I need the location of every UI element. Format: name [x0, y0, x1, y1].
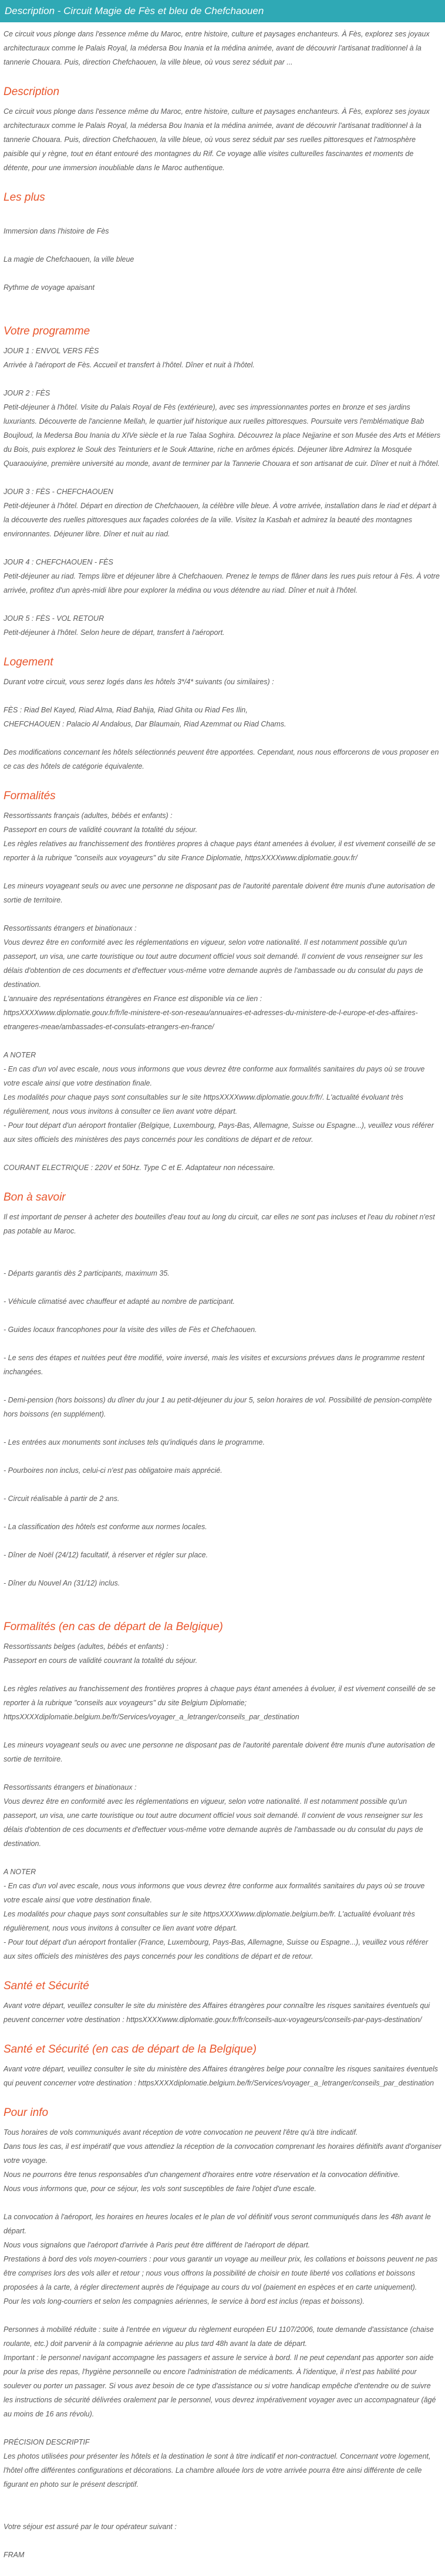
list-item: - Les entrées aux monuments sont incluses tels qu'indiqués dans le programme.	[4, 1438, 265, 1446]
section-heading-programme: Votre programme	[4, 325, 90, 337]
section-accommodation	[4, 655, 441, 773]
paragraph: Durant votre circuit, vous serez logés dans les hôtels 3*/4* suivants (ou similaires) :	[4, 678, 274, 686]
section-formalities-belgium	[4, 1620, 441, 1963]
highlight-item: Immersion dans l'histoire de Fès	[4, 227, 109, 235]
paragraph: Ressortissants étrangers et binationaux : Vous devrez être en conformité avec les réglementations en vigueur, selon votre nationalité. Il est notamment possible qu'un passeport, un visa, une carte touristique ou tout autre document officiel vous soit demandé. Il convient de vous renseigner sur les délais d'obtention de ces documents et d'effectuer vous-même votre demande auprès de l'ambassade ou du consulat du pays de destination. L'annuaire des représentations étrangères en France est disponible via ce lien : httpsXXXXwww.diplomatie.gouv.fr/fr/le-ministere-et-son-reseau/annuaires-et-adresses-du-ministere-de-l-europe-et-des-affaires-etrangeres-meae/ambassades-et-consulats-etrangers-en-france/	[4, 924, 423, 1031]
paragraph: La convocation à l'aéroport, les horaires en heures locales et le plan de vol définitif vous seront communiqués dans les 48h avant le départ. Nous vous signalons que l'aéroport d'arrivée à Paris peut être différent de l'aéroport de départ. Prestations à bord des vols moyen-courriers : pour vous garantir un voyage au meilleur prix, les collations et boissons peuvent ne pas être comprises lors des vols aller et retour ; nous vous offrons la possibilité de choisir en toute liberté vos collations et boissons proposées à la carte, à régler directement auprès de l'équipage au cours du vol (paiement en espèces et en carte uniquement). Pour les vols long-courriers et selon les compagnies aériennes, le service à bord est inclus (repas et boissons).	[4, 2213, 438, 2305]
intro-text: Ce circuit vous plonge dans l'essence même du Maroc, entre histoire, culture et paysages enchanteurs. À Fès, explorez ses joyaux architecturaux comme le Palais Royal, la médersa Bou Inania et la médina animée, avant de découvrir l'artisanat traditionnel à la tannerie Chouara. Puis, direction Chefchaouen, la ville bleue, où vous serez séduit par ...	[4, 30, 430, 66]
list-item: - Véhicule climatisé avec chauffeur et adapté au nombre de participant.	[4, 1297, 235, 1306]
day-text: Petit-déjeuner à l'hôtel. Visite du Palais Royal de Fès (extérieure), avec ses impressionnantes portes en bronze et ses jardins luxuriants. Découverte de l'ancienne Mellah, le quartier juif historique aux ruelles pittoresques. Poursuite vers l'emblématique Bab Boujloud, la Medersa Bou Inania du XIVe siècle et la rue Talaa Soghira. Découvrez la place Nejjarine et son Musée des Arts et Métiers du Bois, puis explorez le Souk des Teinturiers et le Souk Attarine, riche en arômes épicés. Déjeuner libre Admirez la Mosquée Quaraouiyine, première université au monde, avant de terminer par la Tannerie Chouara et son artisanat de cuir. Dîner et nuit à l'hôtel.	[4, 403, 441, 468]
hotel-list: FÈS : Riad Bel Kayed, Riad Alma, Riad Bahija, Riad Ghita ou Riad Fes Ilin, CHEFCHAOUEN : Palacio Al Andalous, Dar Blaumain, Riad Azemmat ou Riad Chams.	[4, 706, 286, 728]
section-heading-description: Description	[4, 86, 60, 98]
day-text: Petit-déjeuner à l'hôtel. Selon heure de départ, transfert à l'aéroport.	[4, 628, 225, 637]
description-text: Ce circuit vous plonge dans l'essence même du Maroc, entre histoire, culture et paysages enchanteurs. À Fès, explorez ses joyaux architecturaux comme le Palais Royal, la médersa Bou Inania et la médina animée, avant de découvrir l'artisanat traditionnel à la tannerie Chouara. Puis, direction Chefchaouen, la ville bleue, où vous serez séduit par ses ruelles pittoresques et l'atmosphère paisible qui y règne, tout en étant entouré des montagnes du Rif. Ce voyage allie visites culturelles fascinantes et moments de détente, pour une immersion inoubliable dans le Maroc authentique.	[4, 107, 430, 172]
paragraph: Les mineurs voyageant seuls ou avec une personne ne disposant pas de l'autorité parentale doivent être munis d'une autorisation de sortie de territoire.	[4, 882, 436, 904]
operator-name: FRAM	[4, 2551, 25, 2559]
paragraph: Ressortissants étrangers et binationaux : Vous devrez être en conformité avec les réglementations en vigueur, selon votre nationalité. Il est notamment possible qu'un passeport, un visa, une carte touristique ou tout autre document officiel vous soit demandé. Il convient de vous renseigner sur les délais d'obtention de ces documents et d'effectuer vous-même votre demande auprès de l'ambassade ou du consulat du pays de destination.	[4, 1783, 423, 1848]
good-to-know-list	[4, 1252, 441, 1604]
day-title: JOUR 3 : FÈS - CHEFCHAOUEN	[4, 488, 113, 496]
operator-label: Votre séjour est assuré par le tour opérateur suivant :	[4, 2523, 177, 2531]
programme-day-4	[4, 555, 441, 597]
paragraph: Ressortissants français (adultes, bébés et enfants) : Passeport en cours de validité couvrant la totalité du séjour. Les règles relatives au franchissement des frontières propres à chaque pays étant amenées à évoluer, il est vivement conseillé de se reporter à la rubrique "conseils aux voyageurs" du site France Diplomatie, httpsXXXXwww.diplomatie.gouv.fr/	[4, 812, 436, 862]
paragraph: Avant votre départ, veuillez consulter le site du ministère des Affaires étrangères belge pour connaître les risques sanitaires éventuels qui peuvent concerner votre destination : httpsXXXXdiplomatie.belgium.be/fr/Services/voyager_a_letranger/conseils_par_destination	[4, 2065, 438, 2087]
section-heading-info: Pour info	[4, 2107, 49, 2119]
section-heading-health-belgium: Santé et Sécurité (en cas de départ de la Belgique)	[4, 2043, 257, 2056]
section-info	[4, 2105, 441, 2576]
page-title: Description - Circuit Magie de Fès et bleu de Chefchaouen	[5, 5, 264, 16]
paragraph: Ressortissants belges (adultes, bébés et enfants) : Passeport en cours de validité couvrant la totalité du séjour.	[4, 1642, 198, 1665]
section-description	[4, 84, 441, 175]
section-highlights	[4, 190, 441, 309]
paragraph: Tous horaires de vols communiqués avant réception de votre convocation ne peuvent l'être qu'à titre indicatif. Dans tous les cas, il est impératif que vous attendiez la réception de la convocation comprenant les horaires définitifs avant d'organiser votre voyage. Nous ne pourrons être tenus responsables d'un changement d'horaires entre votre réservation et la convocation définitive. Nous vous informons que, pour ce séjour, les vols sont susceptibles de faire l'objet d'une escale.	[4, 2128, 441, 2193]
programme-day-2	[4, 386, 441, 471]
list-item: - Pourboires non inclus, celui-ci n'est pas obligatoire mais apprécié.	[4, 1466, 222, 1475]
programme-day-5	[4, 611, 441, 640]
list-item: - Guides locaux francophones pour la visite des villes de Fès et Chefchaouen.	[4, 1326, 257, 1334]
day-text: Petit-déjeuner à l'hôtel. Départ en direction de Chefchaouen, la célèbre ville bleue. À votre arrivée, installation dans le riad et départ à la découverte des ruelles pittoresques aux façades colorées de la ville. Visitez la Kasbah et admirez la beauté des montagnes environnantes. Déjeuner libre. Dîner et nuit au riad.	[4, 502, 437, 538]
section-heading-good-to-know: Bon à savoir	[4, 1191, 66, 1204]
paragraph: Des modifications concernant les hôtels sélectionnés peuvent être apportées. Cependant, nous nous efforcerons de vous proposer en ce cas des hôtels de catégorie équivalente.	[4, 748, 439, 770]
list-item: - Dîner du Nouvel An (31/12) inclus.	[4, 1579, 120, 1587]
highlight-item: La magie de Chefchaouen, la ville bleue	[4, 255, 134, 263]
programme-day-3	[4, 485, 441, 541]
day-text: Petit-déjeuner au riad. Temps libre et déjeuner libre à Chefchaouen. Prenez le temps de flâner dans les rues puis retour à Fès. À votre arrivée, profitez d'un après-midi libre pour explorer la médina ou vous détendre au riad. Dîner et nuit à l'hôtel.	[4, 572, 440, 594]
section-good-to-know	[4, 1190, 441, 1604]
paragraph: Il est important de penser à acheter des bouteilles d'eau tout au long du circuit, car elles ne sont pas incluses et l'eau du robinet n'est pas potable au Maroc.	[4, 1213, 435, 1235]
section-formalities	[4, 789, 441, 1175]
section-heading-formalities-belgium: Formalités (en cas de départ de la Belgique)	[4, 1621, 223, 1633]
page-header	[0, 0, 445, 22]
list-item: - Le sens des étapes et nuitées peut être modifié, voire inversé, mais les visites et excursions prévues dans le programme restent inchangées.	[4, 1354, 425, 1376]
section-heading-highlights: Les plus	[4, 191, 45, 204]
day-title: JOUR 5 : FÈS - VOL RETOUR	[4, 614, 104, 623]
operator-info	[4, 2506, 441, 2576]
section-heading-health: Santé et Sécurité	[4, 1980, 89, 1992]
list-item: - Départs garantis dès 2 participants, maximum 35.	[4, 1269, 170, 1277]
page-content	[0, 22, 445, 2576]
note-paragraph: A NOTER - En cas d'un vol avec escale, nous vous informons que vous devrez être conforme aux formalités sanitaires du pays où se trouve votre escale ainsi que votre destination finale. Les modalités pour chaque pays sont consultables sur le site httpsXXXXwww.diplomatie.belgium.be/fr. L'actualité évoluant très régulièrement, nous vous invitons à consulter ce lien avant votre départ. - Pour tout départ d'un aéroport frontalier (France, Luxembourg, Pays-Bas, Allemagne, Suisse ou Espagne...), veuillez vous référer aux sites officiels des ministères des pays concernés pour les conditions de départ et de retour.	[4, 1868, 429, 1960]
programme-day-1	[4, 344, 441, 372]
section-health-belgium	[4, 2042, 441, 2090]
paragraph: Personnes à mobilité réduite : suite à l'entrée en vigueur du règlement européen EU 1107/2006, toute demande d'assistance (chaise roulante, etc.) doit parvenir à la compagnie aérienne au plus tard 48h avant la date de départ. Important : le personnel navigant accompagne les passagers et assure le service à bord. Il ne peut cependant pas apporter son aide pour la prise des repas, l'hygiène personnelle ou encore l'administration de médicaments. À l'identique, il n'est pas habilité pour soulever ou porter un passager. Si vous avez besoin de ce type d'assistance ou si votre handicap empêche d'entendre ou de suivre les instructions de sécurité délivrées oralement par le personnel, vous devrez impérativement voyager avec un accompagnateur (âgé au moins de 16 ans révolu).	[4, 2325, 436, 2418]
day-text: Arrivée à l'aéroport de Fès. Accueil et transfert à l'hôtel. Dîner et nuit à l'hôtel.	[4, 361, 255, 369]
paragraph: Les mineurs voyageant seuls ou avec une personne ne disposant pas de l'autorité parentale doivent être munis d'une autorisation de sortie de territoire.	[4, 1741, 436, 1763]
paragraph: Les règles relatives au franchissement des frontières propres à chaque pays étant amenées à évoluer, il est vivement conseillé de se reporter à la rubrique "conseils aux voyageurs" du site Belgium Diplomatie; httpsXXXXdiplomatie.belgium.be/fr/Services/voyager_a_letranger/conseils_par_destination	[4, 1685, 436, 1721]
day-title: JOUR 4 : CHEFCHAOUEN - FÈS	[4, 558, 113, 566]
section-heading-formalities: Formalités	[4, 790, 56, 802]
paragraph: Avant votre départ, veuillez consulter le site du ministère des Affaires étrangères pour connaître les risques sanitaires éventuels qui peuvent concerner votre destination : httpsXXXXwww.diplomatie.gouv.fr/fr/conseils-aux-voyageurs/conseils-par-pays-destination/	[4, 2002, 430, 2024]
day-title: JOUR 1 : ENVOL VERS FÈS	[4, 347, 99, 355]
note-paragraph: A NOTER - En cas d'un vol avec escale, nous vous informons que vous devrez être conforme aux formalités sanitaires du pays où se trouve votre escale ainsi que votre destination finale. Les modalités pour chaque pays sont consultables sur le site httpsXXXXwww.diplomatie.gouv.fr/fr/. L'actualité évoluant très régulièrement, nous vous invitons à consulter ce lien avant votre départ. - Pour tout départ d'un aéroport frontalier (Belgique, Luxembourg, Pays-Bas, Allemagne, Suisse ou Espagne...), veuillez vous référer aux sites officiels des ministères des pays concernés pour les conditions de départ et de retour.	[4, 1051, 434, 1144]
day-title: JOUR 2 : FÈS	[4, 389, 50, 397]
section-heading-accommodation: Logement	[4, 656, 53, 668]
list-item: - Demi-pension (hors boissons) du dîner du jour 1 au petit-déjeuner du jour 5, selon horaires de vol. Possibilité de pension-complète hors boissons (en supplément).	[4, 1396, 432, 1418]
list-item: - Circuit réalisable à partir de 2 ans.	[4, 1495, 120, 1503]
electricity-info: COURANT ELECTRIQUE : 220V et 50Hz. Type C et E. Adaptateur non nécessaire.	[4, 1164, 275, 1172]
highlights-list	[4, 210, 441, 309]
paragraph: PRÉCISION DESCRIPTIF Les photos utilisées pour présenter les hôtels et la destination le sont à titre indicatif et non-contractuel. Concernant votre logement, l'hôtel offre différentes configurations et décorations. La chambre allouée lors de votre arrivée pourra être ainsi différente de celle figurant en photo sur le présent descriptif.	[4, 2438, 431, 2489]
section-programme	[4, 324, 441, 640]
section-health	[4, 1979, 441, 2027]
list-item: - Dîner de Noël (24/12) facultatif, à réserver et régler sur place.	[4, 1551, 208, 1559]
highlight-item: Rythme de voyage apaisant	[4, 283, 95, 292]
list-item: - La classification des hôtels est conforme aux normes locales.	[4, 1523, 207, 1531]
